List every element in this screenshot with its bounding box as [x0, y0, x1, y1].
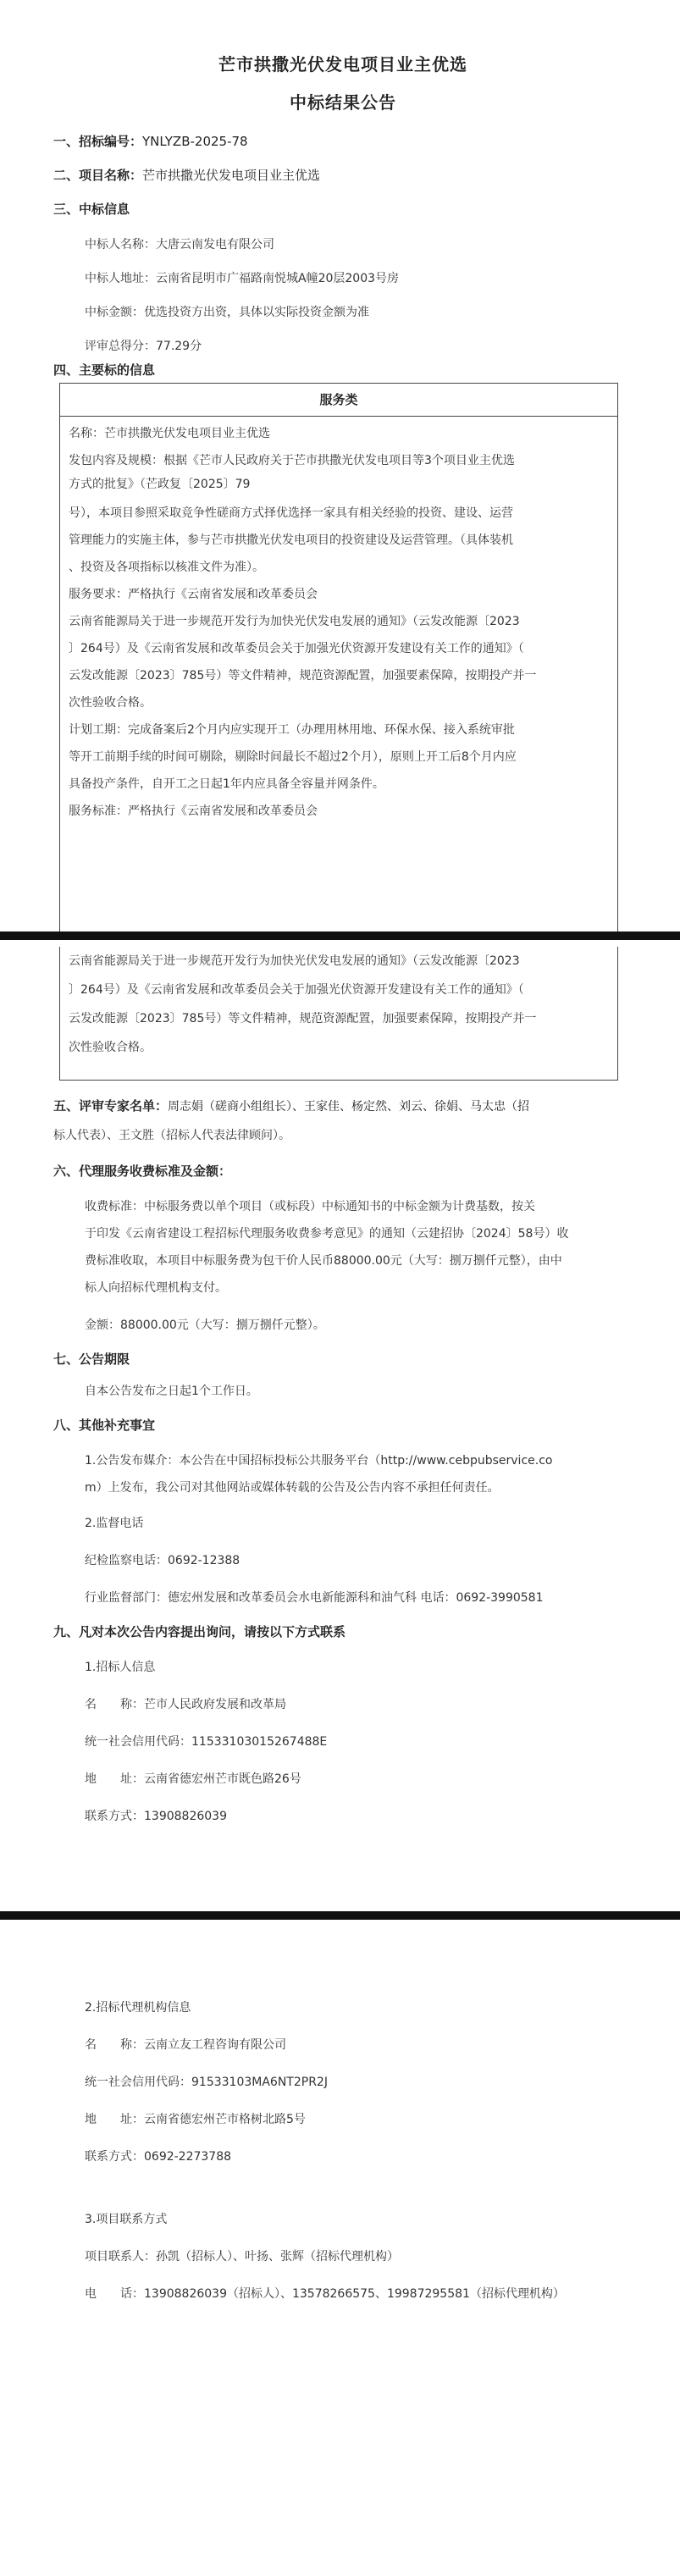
table-line: 、投资及各项指标以核准文件为准）。	[69, 561, 264, 574]
service-table	[59, 383, 618, 933]
table-line: 号），本项目参照采取竞争性磋商方式择优选择一家具有相关经验的投资、建设、运营	[69, 506, 513, 520]
service-table-header: 服务类	[60, 384, 617, 417]
fee-line: 费标准收取，本项目中标服务费为包干价人民币88000.00元（大写：捌万捌仟元整），由中	[85, 1254, 562, 1268]
table-line: 次性验收合格。	[69, 696, 152, 710]
supervise-dept: 行业监督部门：德宏州发展和改革委员会水电新能源科和油气科 电话：0692-3990581	[85, 1591, 544, 1605]
section-label: 五、评审专家名单：	[53, 1098, 169, 1114]
agency-name: 名 称：云南立友工程咨询有限公司	[85, 2038, 286, 2052]
project-contact-title: 3.项目联系方式	[85, 2213, 168, 2226]
table-line: 方式的批复》（芒政复〔2025〕79	[69, 478, 251, 491]
table-line: 具备投产条件，自开工之日起1年内应具备全容量并网条件。	[69, 777, 384, 791]
project-contact-people: 项目联系人：孙凯（招标人）、叶扬、张辉（招标代理机构）	[85, 2250, 399, 2264]
document-page-3	[0, 1920, 680, 2576]
table-line: 云南省能源局关于进一步规范开发行为加快光伏发电发展的通知》（云发改能源〔2023	[69, 954, 520, 968]
agency-phone: 联系方式：0692-2273788	[85, 2150, 232, 2164]
table-line: 〕264号）及《云南省发展和改革委员会关于加强光伏资源开发建设有关工作的通知》（	[69, 983, 524, 997]
document-page-1	[0, 0, 680, 930]
section-agency-fee: 六、代理服务收费标准及金额：	[53, 1164, 232, 1179]
bid-number-value: YNLYZB-2025-78	[142, 134, 248, 149]
table-line: 〕264号）及《云南省发展和改革委员会关于加强光伏资源开发建设有关工作的通知》（	[69, 642, 524, 655]
fee-line: 收费标准：中标服务费以单个项目（或标段）中标通知书的中标金额为计费基数，按关	[85, 1200, 535, 1213]
section-label: 一、招标编号：	[53, 134, 143, 149]
supervise-phone: 纪检监察电话：0692-12388	[85, 1554, 240, 1567]
table-line: 名称：芒市拱撒光伏发电项目业主优选	[69, 427, 270, 440]
section-main-subject: 四、主要标的信息	[53, 362, 156, 378]
section-project-name	[53, 166, 320, 184]
table-line: 云发改能源〔2023〕785号）等文件精神，规范资源配置，加强要素保障，按期投产并一	[69, 669, 537, 683]
project-name-value: 芒市拱撒光伏发电项目业主优选	[142, 168, 321, 183]
table-line: 次性验收合格。	[69, 1041, 152, 1054]
document-page-2	[0, 940, 680, 1910]
table-line: 发包内容及规模：根据《芒市人民政府关于芒市拱撒光伏发电项目等3个项目业主优选	[69, 454, 515, 467]
project-contact-phone: 电 话：13908826039（招标人）、13578266575、19987295581（招标代理机构）	[85, 2287, 565, 2301]
winner-address: 中标人地址：云南省昆明市广福路南悦城A幢20层2003号房	[85, 272, 400, 285]
expert-list-value: 周志娟（磋商小组组长）、王家佳、杨定然、刘云、徐娟、马太忠（招	[168, 1100, 530, 1114]
section-expert-list	[53, 1097, 529, 1114]
tenderer-phone: 联系方式：13908826039	[85, 1810, 227, 1823]
section-winner-info: 三、中标信息	[53, 202, 130, 217]
section-notice-period: 七、公告期限	[53, 1352, 130, 1367]
section-other-matters: 八、其他补充事宜	[53, 1418, 156, 1433]
table-line: 服务要求：严格执行《云南省发展和改革委员会	[69, 588, 318, 601]
table-line: 管理能力的实施主体，参与芒市拱撒光伏发电项目的投资建设及运营管理。（具体装机	[69, 533, 513, 547]
page-separator	[0, 931, 680, 940]
winner-score: 评审总得分：77.29分	[85, 340, 202, 353]
tenderer-address: 地 址：云南省德宏州芒市既色路26号	[85, 1772, 301, 1786]
fee-line: 标人向招标代理机构支付。	[85, 1281, 227, 1295]
winner-name: 中标人名称：大唐云南发电有限公司	[85, 238, 274, 252]
expert-list-continued: 标人代表）、王文胜（招标人代表法律顾问）。	[53, 1129, 290, 1142]
publish-media-continued: m）上发布，我公司对其他网站或媒体转载的公告及公告内容不承担任何责任。	[85, 1481, 500, 1495]
section-label: 二、项目名称：	[53, 168, 143, 183]
notice-period-value: 自本公告发布之日起1个工作日。	[85, 1385, 258, 1398]
agency-info-title: 2.招标代理机构信息	[85, 2001, 191, 2015]
fee-line: 于印发《云南省建设工程招标代理服务收费参考意见》的通知（云建招协〔2024〕58号）收	[85, 1227, 569, 1241]
agency-credit-code: 统一社会信用代码：91533103MA6NT2PR2J	[85, 2076, 328, 2089]
table-line: 云发改能源〔2023〕785号）等文件精神，规范资源配置，加强要素保障，按期投产并一	[69, 1012, 537, 1025]
supervise-title: 2.监督电话	[85, 1517, 144, 1530]
table-line: 等开工前期手续的时间可剔除，剔除时间最长不超过2个月），原则上开工后8个月内应	[69, 750, 517, 764]
publish-media: 1.公告发布媒介：本公告在中国招标投标公共服务平台（http://www.cebpubservice.co	[85, 1454, 553, 1468]
tenderer-credit-code: 统一社会信用代码：11533103015267488E	[85, 1735, 328, 1749]
tenderer-name: 名 称：芒市人民政府发展和改革局	[85, 1698, 286, 1711]
winner-amount: 中标金额：优选投资方出资，具体以实际投资金额为准	[85, 306, 369, 319]
page-separator	[0, 1911, 680, 1920]
tenderer-info-title: 1.招标人信息	[85, 1661, 156, 1674]
document-subtitle: 中标结果公告	[290, 92, 396, 113]
table-line: 服务标准：严格执行《云南省发展和改革委员会	[69, 804, 318, 818]
table-line: 云南省能源局关于进一步规范开发行为加快光伏发电发展的通知》（云发改能源〔2023	[69, 615, 520, 628]
service-table-continued	[59, 947, 618, 1081]
section-bid-number	[53, 132, 248, 150]
agency-address: 地 址：云南省德宏州芒市格树北路5号	[85, 2113, 306, 2126]
section-contact: 九、凡对本次公告内容提出询问，请按以下方式联系	[53, 1624, 346, 1639]
table-line: 计划工期：完成备案后2个月内应实现开工（办理用林用地、环保水保、接入系统审批	[69, 723, 515, 737]
document-title: 芒市拱撒光伏发电项目业主优选	[218, 54, 467, 75]
fee-amount: 金额：88000.00元（大写：捌万捌仟元整）。	[85, 1318, 325, 1332]
